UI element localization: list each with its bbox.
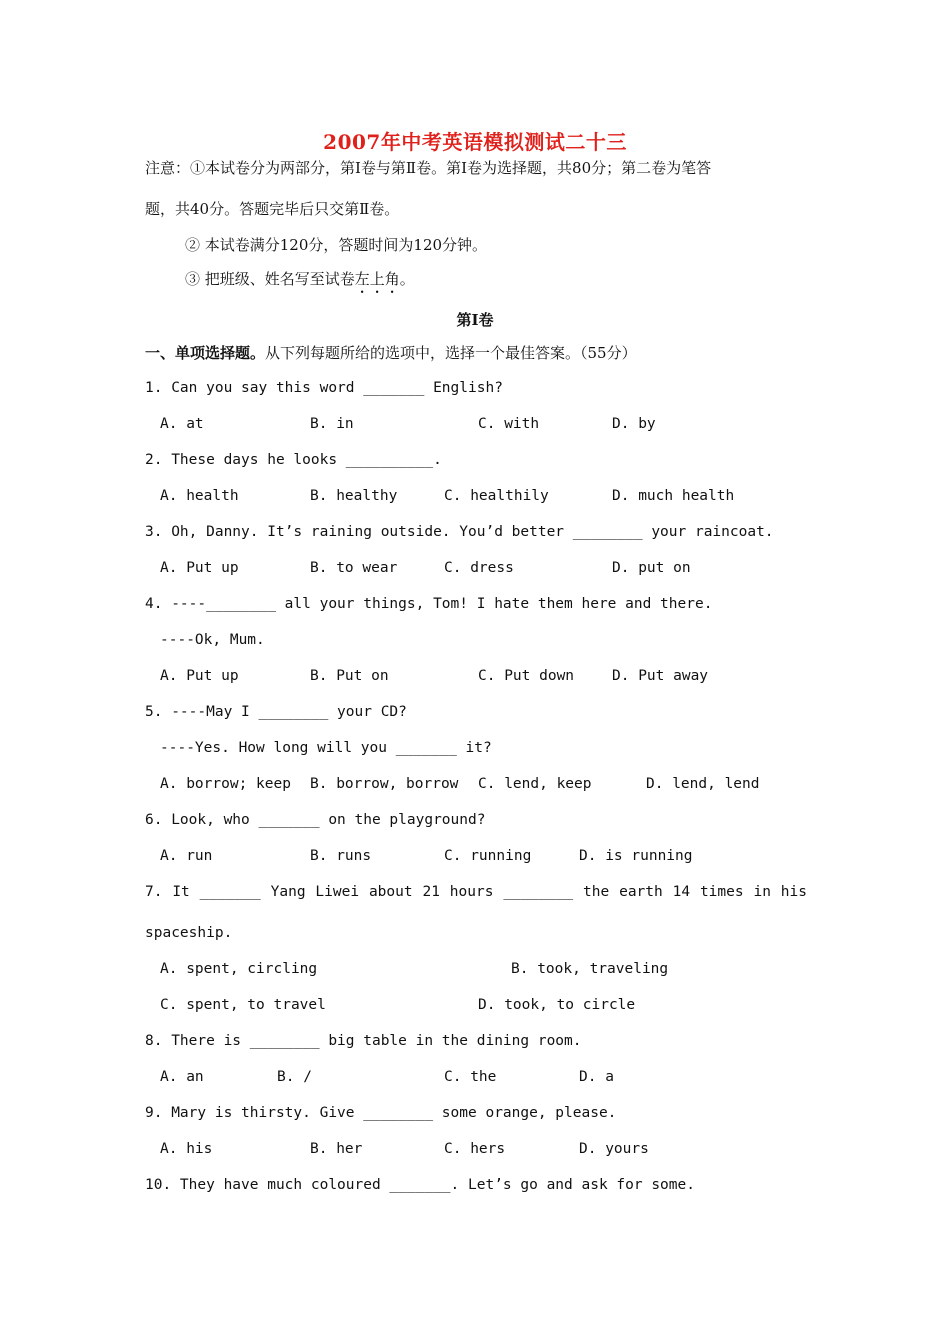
question-3-option-c: C. dress (444, 560, 514, 576)
question-1-option-c: C. with (478, 416, 540, 432)
notice-line-4-prefix: ③ 把班级、姓名写至试卷 (185, 270, 355, 288)
question-9-option-c: C. hers (444, 1141, 506, 1157)
question-1-stem: 1. Can you say this word _______ English? (145, 380, 503, 396)
notice-line-2: 题，共40分。答题完毕后只交第Ⅱ卷。 (145, 200, 400, 218)
question-5-option-c: C. lend, keep (478, 776, 592, 792)
question-6-option-a: A. run (160, 848, 213, 864)
question-8-option-a: A. an (160, 1069, 204, 1085)
question-7-option-d: D. took, to circle (478, 997, 636, 1013)
question-4-option-b: B. Put on (310, 668, 389, 684)
question-9-option-a: A. his (160, 1141, 213, 1157)
page-title: 2007年中考英语模拟测试二十三 (323, 130, 627, 154)
question-4-option-a: A. Put up (160, 668, 239, 684)
question-2-stem: 2. These days he looks __________. (145, 452, 442, 468)
question-2-option-c: C. healthily (444, 488, 549, 504)
question-7-option-a: A. spent, circling (160, 961, 318, 977)
question-9-option-b: B. her (310, 1141, 363, 1157)
question-5-reply: ----Yes. How long will you _______ it? (160, 740, 492, 756)
notice-line-4-suffix: 。 (399, 270, 415, 288)
question-4-option-c: C. Put down (478, 668, 575, 684)
question-2-option-a: A. health (160, 488, 239, 504)
question-5-option-a: A. borrow; keep (160, 776, 291, 792)
question-7-option-c: C. spent, to travel (160, 997, 326, 1013)
question-3-option-b: B. to wear (310, 560, 398, 576)
question-4-option-d: D. Put away (612, 668, 709, 684)
question-6-option-d: D. is running (579, 848, 693, 864)
question-4-stem: 4. ----________ all your things, Tom! I hate them here and there. (145, 596, 713, 612)
question-3-option-d: D. put on (612, 560, 691, 576)
question-10-stem: 10. They have much coloured _______. Let’s go and ask for some. (145, 1177, 695, 1193)
question-2-option-b: B. healthy (310, 488, 398, 504)
question-9-option-d: D. yours (579, 1141, 649, 1157)
question-9-stem: 9. Mary is thirsty. Give ________ some orange, please. (145, 1105, 617, 1121)
question-6-option-b: B. runs (310, 848, 372, 864)
question-5-stem: 5. ----May I ________ your CD? (145, 704, 407, 720)
question-8-stem: 8. There is ________ big table in the dining room. (145, 1033, 582, 1049)
question-8-option-b: B. / (277, 1069, 312, 1085)
question-7-stem: 7. It _______ Yang Liwei about 21 hours ________ the earth 14 times in his (145, 884, 807, 900)
notice-line-4 (185, 268, 415, 297)
question-6-stem: 6. Look, who _______ on the playground? (145, 812, 486, 828)
question-8-option-c: C. the (444, 1069, 497, 1085)
section-heading (145, 342, 637, 363)
question-4-reply: ----Ok, Mum. (160, 632, 265, 648)
question-6-option-c: C. running (444, 848, 532, 864)
question-5-option-b: B. borrow, borrow (310, 776, 459, 792)
section-label: 一、单项选择题。 (145, 344, 266, 362)
question-1-option-d: D. by (612, 416, 656, 432)
question-7-option-b: B. took, traveling (511, 961, 669, 977)
notice-emphasis: 左上角 (354, 270, 400, 288)
volume-heading: 第Ⅰ卷 (456, 311, 494, 329)
section-instructions: 从下列每题所给的选项中，选择一个最佳答案。（55分） (265, 344, 637, 362)
notice-line-1: 注意：①本试卷分为两部分，第Ⅰ卷与第Ⅱ卷。第Ⅰ卷为选择题，共80分；第二卷为笔答 (145, 159, 712, 177)
question-2-option-d: D. much health (612, 488, 735, 504)
notice-line-3: ② 本试卷满分120分，答题时间为120分钟。 (185, 236, 488, 254)
question-3-stem: 3. Oh, Danny. It’s raining outside. You’d better ________ your raincoat. (145, 524, 774, 540)
question-8-option-d: D. a (579, 1069, 614, 1085)
question-5-option-d: D. lend, lend (646, 776, 760, 792)
question-3-option-a: A. Put up (160, 560, 239, 576)
question-1-option-b: B. in (310, 416, 354, 432)
question-7-stem-continued: spaceship. (145, 925, 233, 941)
question-1-option-a: A. at (160, 416, 204, 432)
